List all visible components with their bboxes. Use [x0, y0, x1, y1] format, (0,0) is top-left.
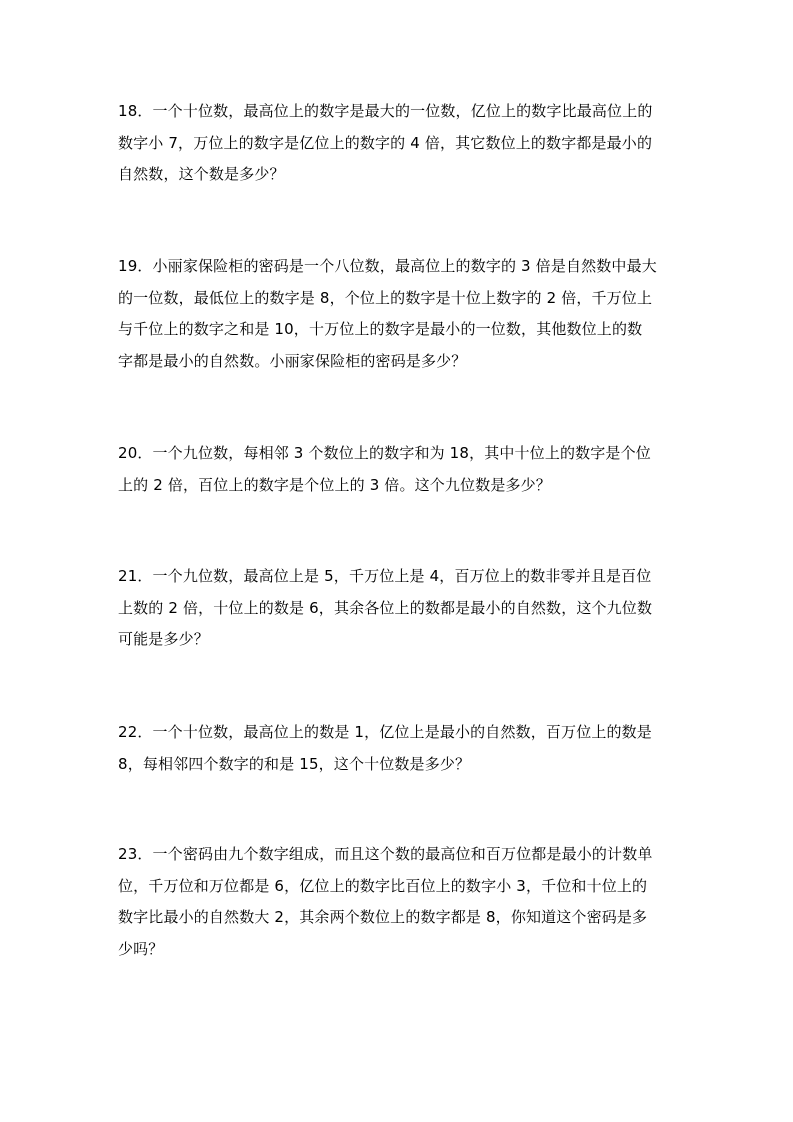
problem-line: 上数的 2 倍，十位上的数是 6，其余各位上的数都是最小的自然数，这个九位数	[118, 598, 653, 617]
problem-line: 数字小 7，万位上的数字是亿位上的数字的 4 倍，其它数位上的数字都是最小的	[118, 133, 653, 152]
problem-line: 8，每相邻四个数字的和是 15，这个十位数是多少？	[118, 754, 471, 773]
problem-line: 少吗？	[118, 939, 164, 958]
problem-line: 上的 2 倍，百位上的数字是个位上的 3 倍。这个九位数是多少？	[118, 475, 551, 494]
problem-line: 22．一个十位数，最高位上的数是 1，亿位上是最小的自然数，百万位上的数是	[118, 723, 652, 741]
problem-line: 字都是最小的自然数。小丽家保险柜的密码是多少？	[118, 351, 467, 370]
problem-19	[118, 251, 680, 377]
problem-line: 数字比最小的自然数大 2，其余两个数位上的数字都是 8，你知道这个密码是多	[118, 908, 648, 926]
problem-line: 23．一个密码由九个数字组成，而且这个数的最高位和百万位都是最小的计数单	[118, 845, 653, 863]
problem-line: 可能是多少？	[118, 630, 209, 648]
problem-line: 20．一个九位数，每相邻 3 个数位上的数字和为 18，其中十位上的数字是个位	[118, 444, 651, 462]
problem-line: 21．一个九位数，最高位上是 5，千万位上是 4，百万位上的数非零并且是百位	[118, 567, 652, 585]
problem-line: 18．一个十位数，最高位上的数字是最大的一位数，亿位上的数字比最高位上的	[118, 102, 653, 120]
problem-line: 位，千万位和万位都是 6，亿位上的数字比百位上的数字小 3，千位和十位上的	[118, 876, 648, 895]
problem-line: 与千位上的数字之和是 10，十万位上的数字是最小的一位数，其他数位上的数	[118, 320, 643, 338]
problem-21	[118, 561, 680, 656]
problem-line: 的一位数，最低位上的数字是 8，个位上的数字是十位上数字的 2 倍，千万位上	[118, 288, 653, 307]
problem-23	[118, 839, 680, 965]
problem-line: 19．小丽家保险柜的密码是一个八位数，最高位上的数字的 3 倍是自然数中最大	[118, 257, 657, 275]
problem-22	[118, 717, 680, 780]
problem-18	[118, 96, 680, 191]
problem-line: 自然数，这个数是多少？	[118, 165, 285, 183]
problem-20	[118, 438, 680, 501]
